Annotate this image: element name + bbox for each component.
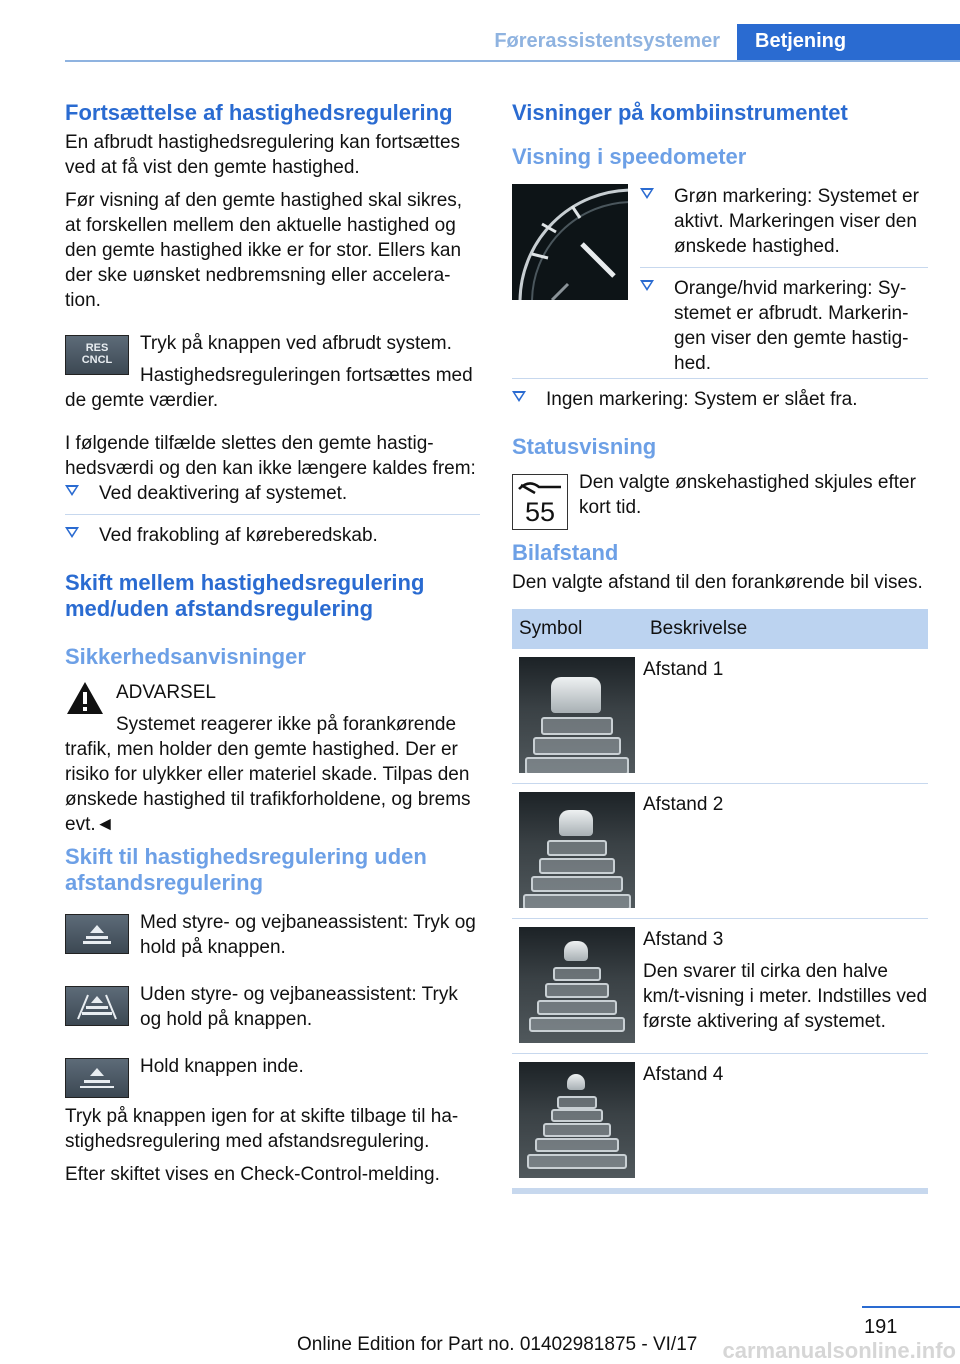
car-shape bbox=[559, 810, 593, 836]
car-shape bbox=[551, 677, 601, 713]
car-shape bbox=[567, 1074, 585, 1090]
lane-bar bbox=[535, 1138, 619, 1152]
symbol-cell bbox=[512, 1054, 643, 1189]
lane-bar bbox=[529, 1017, 625, 1032]
header-rule bbox=[65, 60, 960, 62]
paragraph-2: Før visning af den gemte hastighed skal sikres, at forskellen mellem den aktuelle hastighed og den gemte hastighed ikke er for stor. Ellers kan der ske uønsket nedbremsning eller acceleration. bbox=[65, 190, 463, 311]
lane-bar bbox=[539, 858, 615, 874]
lane-bar bbox=[523, 894, 631, 908]
bilafstand-text: Den valgte afstand til den forankørende bil vises. bbox=[512, 572, 923, 593]
distance-3-image bbox=[519, 927, 635, 1043]
res-label: RES bbox=[85, 342, 109, 354]
list-item bbox=[65, 514, 480, 548]
description-cell bbox=[643, 1054, 928, 1189]
list-item bbox=[640, 267, 928, 376]
bullet-text: Ved frakobling af køreberedskab. bbox=[99, 525, 378, 546]
speedo-bullet-full bbox=[512, 378, 928, 412]
page-number: 191 bbox=[864, 1316, 898, 1338]
list-item bbox=[640, 184, 928, 259]
paragraph-4: Tryk på knappen igen for at skifte tilbage til hastighedsregulering med afstandsregulering. bbox=[65, 1106, 459, 1152]
res-instruction: Tryk på knappen ved afbrudt system. bbox=[140, 333, 452, 354]
lane-bar bbox=[547, 840, 607, 856]
row-description: Den svarer til cirka den halve km/t-visning i meter. Indstilles ved første aktivering af systemet. bbox=[643, 961, 928, 1032]
header-tab-label: Betjening bbox=[755, 30, 847, 52]
distance-on-icon bbox=[66, 915, 128, 953]
button-row-2 bbox=[65, 982, 480, 1046]
bullet-text: Ingen markering: System er slået fra. bbox=[546, 389, 858, 410]
paragraph-5: Efter skiftet vises en Check-Control-melding. bbox=[65, 1164, 440, 1185]
lane-bar bbox=[541, 717, 613, 735]
deletion-bullets bbox=[65, 481, 480, 548]
lane-assist-button-icon bbox=[65, 914, 129, 954]
col-symbol: Symbol bbox=[512, 609, 643, 649]
heading-visninger: Visninger på kombiinstrumentet bbox=[512, 100, 848, 125]
left-column bbox=[65, 100, 480, 1187]
heading-skift-mellem: Skift mellem hastighedsregulering med/uden afstandsregulering bbox=[65, 570, 425, 621]
lane-bar bbox=[545, 983, 609, 998]
res-result: Hastighedsreguleringen fortsættes med de gemte værdier. bbox=[65, 365, 473, 411]
table-row bbox=[512, 919, 928, 1054]
row-title: Afstand 4 bbox=[643, 1064, 724, 1085]
table-end-rule bbox=[512, 1189, 928, 1194]
distance-lane-icon bbox=[66, 987, 128, 1025]
lane-bar bbox=[551, 1109, 603, 1122]
triangle-bullet-icon bbox=[65, 485, 79, 496]
status-speed-number: 55 bbox=[524, 497, 556, 527]
lane-bar bbox=[543, 1123, 611, 1137]
triangle-bullet-icon bbox=[640, 188, 654, 199]
no-lane-assist-button-icon bbox=[65, 986, 129, 1026]
symbol-cell bbox=[512, 784, 643, 919]
description-cell bbox=[643, 649, 928, 784]
description-cell bbox=[643, 784, 928, 919]
triangle-bullet-icon bbox=[640, 280, 654, 291]
paragraph-3: I følgende tilfælde slettes den gemte hastighedsværdi og den kan ikke længere kaldes frem: bbox=[65, 433, 476, 479]
lane-bar bbox=[525, 757, 629, 773]
bullet-text: Grøn markering: Systemet er aktivt. Markeringen viser den ønskede hastighed. bbox=[674, 186, 919, 257]
warning-text: Systemet reagerer ikke på forankørende trafik, men holder den gemte hastighed. Der er risiko for ulykker eller materiel skade. Tilpas den ønskede hastighed til trafikforholdene, og brems evt.◄ bbox=[65, 714, 471, 835]
lane-bar bbox=[533, 737, 621, 755]
page-header bbox=[0, 0, 960, 62]
distance-1-image bbox=[519, 657, 635, 773]
car-shape bbox=[564, 941, 588, 961]
triangle-bullet-icon bbox=[65, 527, 79, 538]
description-cell bbox=[643, 919, 928, 1054]
speedometer-dial-icon bbox=[512, 184, 628, 300]
row-title: Afstand 2 bbox=[643, 794, 724, 815]
distance-table bbox=[512, 609, 928, 1189]
distance-off-icon bbox=[66, 1059, 128, 1097]
warning-block bbox=[65, 680, 480, 835]
footer-rule bbox=[862, 1306, 960, 1308]
button-1-text: Med styre- og vejbaneassistent: Tryk og hold på knappen. bbox=[140, 912, 476, 958]
heading-bilafstand: Bilafstand bbox=[512, 540, 619, 565]
right-column bbox=[512, 100, 928, 1194]
status-speed-icon bbox=[512, 474, 568, 530]
lane-bar bbox=[553, 967, 601, 981]
row-title: Afstand 3 bbox=[643, 929, 724, 950]
heading-fortsaettelse: Fortsættelse af hastighedsregulering bbox=[65, 100, 453, 125]
lane-bar bbox=[537, 1000, 617, 1015]
heading-skift-til: Skift til hastighedsregulering uden afstandsregulering bbox=[65, 844, 427, 895]
bullet-text: Ved deaktivering af systemet. bbox=[99, 483, 348, 504]
header-section-title: Førerassistentsystemer bbox=[494, 30, 720, 52]
header-tab bbox=[737, 24, 960, 62]
hold-button-icon bbox=[65, 1058, 129, 1098]
list-item bbox=[65, 481, 480, 506]
cncl-label: CNCL bbox=[81, 354, 113, 366]
paragraph-1: En afbrudt hastighedsregulering kan fortsættes ved at få vist den gemte hastighed. bbox=[65, 132, 461, 178]
list-item bbox=[512, 378, 928, 412]
res-button-row bbox=[65, 331, 480, 413]
warning-title: ADVARSEL bbox=[116, 682, 216, 703]
warning-triangle-icon bbox=[65, 680, 105, 716]
table-row bbox=[512, 1054, 928, 1189]
symbol-cell bbox=[512, 649, 643, 784]
footer-edition: Online Edition for Part no. 01402981875 - VI/17 bbox=[297, 1334, 698, 1355]
speedo-bullets bbox=[640, 184, 928, 376]
lane-bar bbox=[531, 876, 623, 892]
lane-bar bbox=[527, 1154, 627, 1169]
watermark: carmanualsonline.info bbox=[722, 1338, 956, 1363]
button-2-text: Uden styre- og vejbaneassistent: Tryk og hold på knappen. bbox=[140, 984, 458, 1030]
bullet-text: Orange/hvid markering: Systemet er afbrudt. Markeringen viser den gemte hastighed. bbox=[674, 278, 909, 374]
button-3-text: Hold knappen inde. bbox=[140, 1056, 304, 1077]
symbol-cell bbox=[512, 919, 643, 1054]
table-row bbox=[512, 649, 928, 784]
lane-bar bbox=[557, 1096, 597, 1109]
row-title: Afstand 1 bbox=[643, 659, 724, 680]
table-header-row bbox=[512, 609, 928, 649]
speedometer-image bbox=[512, 184, 628, 300]
status-text: Den valgte ønskehastighed skjules efter kort tid. bbox=[579, 472, 916, 518]
status-block bbox=[512, 470, 928, 540]
heading-sikkerhed: Sikkerhedsanvisninger bbox=[65, 644, 306, 669]
speedometer-block bbox=[512, 184, 928, 378]
distance-4-image bbox=[519, 1062, 635, 1178]
heading-status: Statusvisning bbox=[512, 434, 657, 459]
heading-speedometer: Visning i speedometer bbox=[512, 144, 747, 169]
triangle-bullet-icon bbox=[512, 391, 526, 402]
button-row-3 bbox=[65, 1054, 480, 1100]
col-beskrivelse: Beskrivelse bbox=[643, 609, 928, 649]
distance-2-image bbox=[519, 792, 635, 908]
button-row-1 bbox=[65, 910, 480, 974]
table-row bbox=[512, 784, 928, 919]
